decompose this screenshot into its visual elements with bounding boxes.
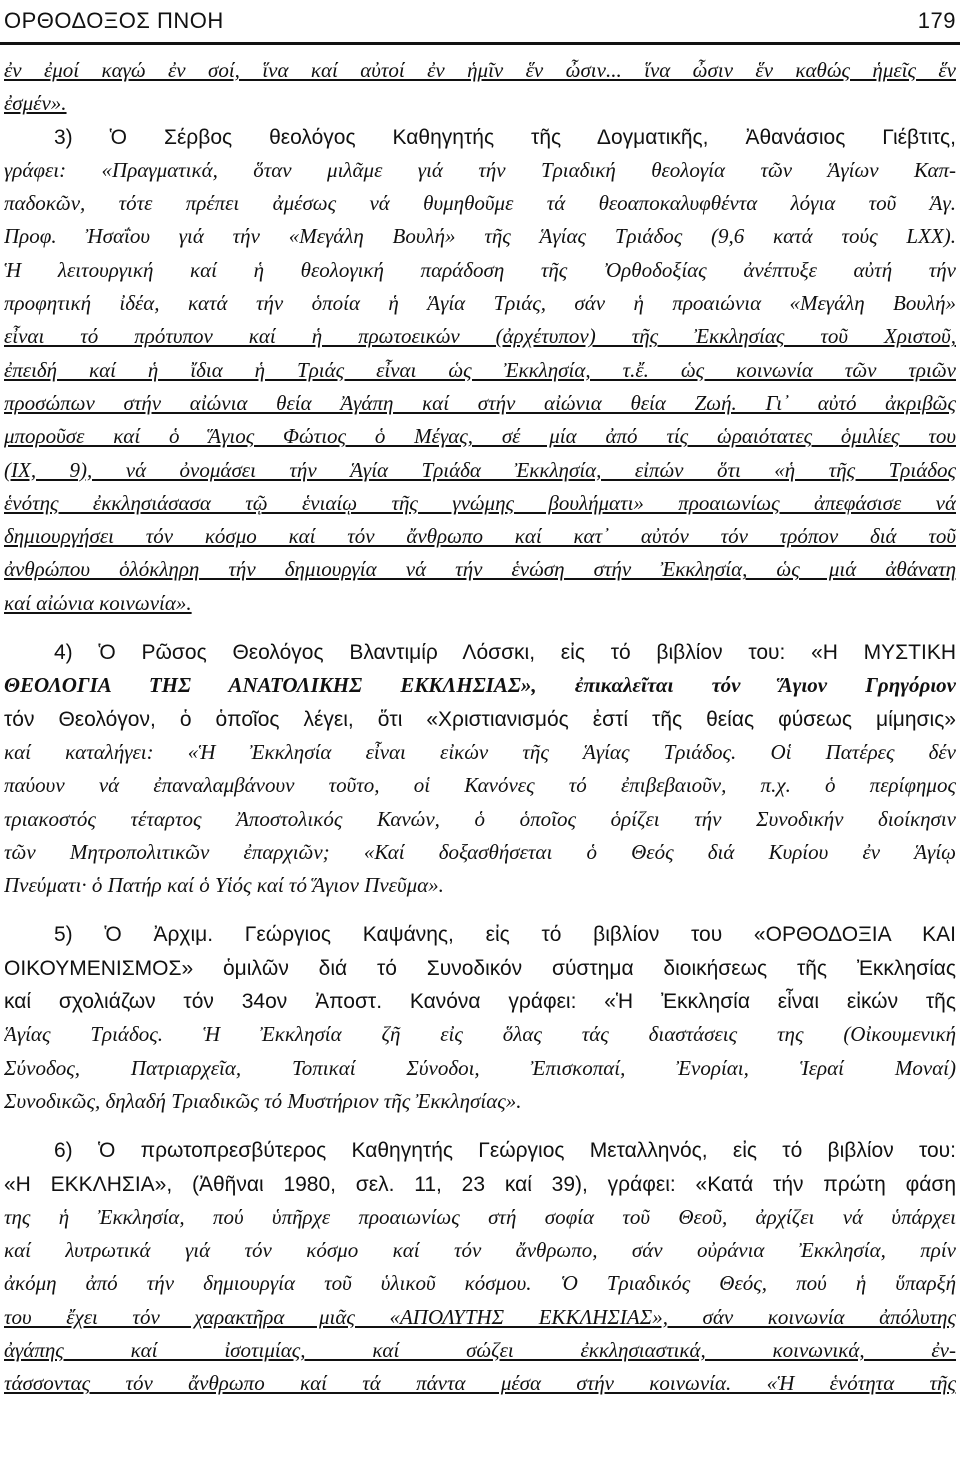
text-line: Συνοδικῶς, δηλαδή Τριαδικῶς τό Μυστήριον τῆς Ἐκκλησίας».	[4, 1088, 522, 1113]
text-line: ἀγάπης καί ἰσοτιμίας, καί σώζει ἐκκλησιαστικά, κοινωνικά, ἐν-	[4, 1337, 956, 1362]
running-header	[4, 4, 956, 38]
text-line: Ἡ λειτουργική καί ἡ θεολογική παράδοση τῆς Ὀρθοδοξίας ἀνέπτυξε αὐτή τήν	[4, 257, 956, 282]
text-line: καί λυτρωτικά γιά τόν κόσμο καί τόν ἄνθρωπο, σάν οὐράνια Ἐκκλησία, πρίν	[4, 1238, 956, 1263]
paragraph-continuation	[4, 54, 956, 121]
text-line: τάσσοντας τόν ἄνθρωπο καί τά πάντα μέσα στήν κοινωνία. «Ἡ ἑνότητα τῆς	[4, 1371, 956, 1396]
text-line: παδοκῶν, τότε πρέπει ἀμέσως νά θυμηθοῦμε τά θεοαποκαλυφθέντα λόγια τοῦ Ἁγ.	[4, 191, 956, 216]
paragraph-item-3	[4, 121, 956, 620]
text-line: Σύνοδος, Πατριαρχεῖα, Τοπικαί Σύνοδοι, Ἐπισκοπαί, Ἐνορίαι, Ἱεραί Μοναί)	[4, 1055, 956, 1080]
text-line: «Η ΕΚΚΛΗΣΙΑ», (Ἀθῆναι 1980, σελ. 11, 23 καί 39), γράφει: «Κατά τήν πρώτη φάση	[4, 1172, 956, 1196]
text-line: (IX, 9), νά ὀνομάσει τήν Ἁγία Τριάδα Ἐκκλησία, εἰπών ὅτι «ἡ τῆς Τριάδος	[4, 457, 956, 482]
text-line: γράφει: «Πραγματικά, ὅταν μιλᾶμε γιά τήν Τριαδική θεολογία τῶν Ἁγίων Καπ-	[4, 157, 956, 182]
page-number: 179	[917, 8, 956, 33]
text-line: καί αἰώνια κοινωνία».	[4, 590, 192, 615]
text-line: 6) Ὁ πρωτοπρεσβύτερος Καθηγητής Γεώργιος Μεταλληνός, εἰς τό βιβλίον του:	[54, 1139, 956, 1163]
text-line: ἐν ἐμοί καγώ ἐν σοί, ἵνα καί αὐτοί ἐν ἡμῖν ἕν ὦσιν... ἵνα ὦσιν ἕν καθώς ἡμεῖς ἕν	[4, 58, 956, 82]
text-line: Προφ. Ἠσαΐου γιά τήν «Μεγάλη Βουλή» τῆς Ἁγίας Τριάδος (9,6 κατά τούς LXX).	[4, 224, 956, 249]
text-line: ἐσμέν».	[4, 91, 67, 116]
text-line: καί καταλήγει: «Ἡ Ἐκκλησία εἶναι εἰκών τῆς Ἁγίας Τριάδος. Οἱ Πατέρες δέν	[4, 739, 956, 764]
text-line: ΟΙΚΟΥΜΕΝΙΣΜΟΣ» ὁμιλῶν διά τό Συνοδικόν σύστημα διοικήσεως τῆς Ἐκκλησίας	[4, 956, 956, 980]
text-line: εἶναι τό πρότυπον καί ἡ πρωτοεικών (ἀρχέτυπον) τῆς Ἐκκλησίας τοῦ Χριστοῦ,	[4, 324, 956, 349]
text-line: τόν Θεολόγον, ὁ ὁποῖος λέγει, ὅτι «Χριστιανισμός ἐστί τῆς θείας φύσεως μίμησις»	[4, 707, 956, 731]
text-line: προφητική ἰδέα, κατά τήν ὁποία ἡ Ἁγία Τριάς, σάν ἡ προαιώνια «Μεγάλη Βουλή»	[4, 291, 956, 316]
text-line: προσώπων στήν αἰώνια θεία Ἀγάπη καί στήν αἰώνια θεία Ζωή. Γι᾽ αὐτό ἀκριβῶς	[4, 390, 956, 415]
text-line: μποροῦσε καί ὁ Ἅγιος Φώτιος ὁ Μέγας, σέ μία ἀπό τίς ὡραιότατες ὁμιλίες του	[4, 424, 956, 449]
text-line: του ἔχει τόν χαρακτῆρα μιᾶς «ΑΠΟΛΥΤΗΣ ΕΚΚΛΗΣΙΑΣ», σάν κοινωνία ἀπόλυτης	[4, 1304, 956, 1329]
text-line: τῶν Μητροπολιτικῶν ἐπαρχιῶν; «Καί δοξασθήσεται ὁ Θεός διά Κυρίου ἐν Ἁγίῳ	[4, 839, 956, 864]
paragraph-gap	[4, 620, 956, 636]
text-line: τριακοστός τέταρτος Ἀποστολικός Κανών, ὁ ὁποῖος ὁρίζει τήν Συνοδικήν διοίκησιν	[4, 806, 956, 831]
text-line: ἀνθρώπου ὁλόκληρη τήν δημιουργία νά τήν ἑνώση στήν Ἐκκλησία, ὡς μιά ἀθάνατη	[4, 557, 956, 582]
paragraph-item-6	[4, 1134, 956, 1400]
paragraph-gap	[4, 1118, 956, 1134]
header-rule	[0, 42, 960, 45]
text-line: Πνεύματι· ὁ Πατήρ καί ὁ Υἱός καί τό Ἅγιον Πνεῦμα».	[4, 873, 444, 898]
text-line: της ἡ Ἐκκλησία, πού ὑπῆρχε προαιωνίως στή σοφία τοῦ Θεοῦ, ἀρχίζει νά ὑπάρχει	[4, 1204, 956, 1229]
text-line: ἀκόμη ἀπό τήν δημιουργία τοῦ ὑλικοῦ κόσμου. Ὁ Τριαδικός Θεός, πού ἡ ὕπαρξή	[4, 1271, 956, 1296]
text-line: Ἁγίας Τριάδος. Ἡ Ἐκκλησία ζῆ εἰς ὅλας τάς διαστάσεις της (Οἰκουμενική	[4, 1022, 956, 1047]
text-line: ΘΕΟΛΟΓΙΑ ΤΗΣ ΑΝΑΤΟΛΙΚΗΣ ΕΚΚΛΗΣΙΑΣ», ἐπικαλεῖται τόν Ἅγιον Γρηγόριον	[4, 673, 956, 698]
text-line: καί σχολιάζων τόν 34ον Ἀποστ. Κανόνα γράφει: «Ἡ Ἐκκλησία εἶναι εἰκών τῆς	[4, 990, 956, 1014]
running-title: ΟΡΘΟΔΟΞΟΣ ΠΝΟΗ	[4, 8, 224, 33]
paragraph-item-5	[4, 918, 956, 1118]
text-line: παύουν νά ἐπαναλαμβάνουν τοῦτο, οἱ Κανόνες τό ἐπιβεβαιοῦν, π.χ. ὁ περίφημος	[4, 773, 956, 798]
text-line: 5) Ὁ Ἀρχιμ. Γεώργιος Καψάνης, εἰς τό βιβλίον του «ΟΡΘΟΔΟΞΙΑ ΚΑΙ	[54, 923, 956, 947]
page-body	[4, 54, 956, 1401]
text-line: 3) Ὁ Σέρβος θεολόγος Καθηγητής τῆς Δογματικῆς, Ἀθανάσιος Γιέβτιτς,	[54, 125, 956, 149]
text-line: δημιουργήσει τόν κόσμο καί τόν ἄνθρωπο καί κατ᾽ αὐτόν τόν τρόπον διά τοῦ	[4, 524, 956, 549]
paragraph-item-4	[4, 636, 956, 902]
paragraph-gap	[4, 902, 956, 918]
text-line: ἑνότης ἐκκλησιάσασα τῷ ἑνιαίῳ τῆς γνώμης βουλήματι» προαιωνίως ἀπεφάσισε νά	[4, 490, 956, 515]
text-line: ἐπειδή καί ἡ ἴδια ἡ Τριάς εἶναι ὡς Ἐκκλησία, τ.ἔ. ὡς κοινωνία τῶν τριῶν	[4, 357, 956, 382]
text-line: 4) Ὁ Ρῶσος Θεολόγος Βλαντιμίρ Λόσσκι, εἰς τό βιβλίον του: «Η ΜΥΣΤΙΚΗ	[54, 641, 956, 665]
